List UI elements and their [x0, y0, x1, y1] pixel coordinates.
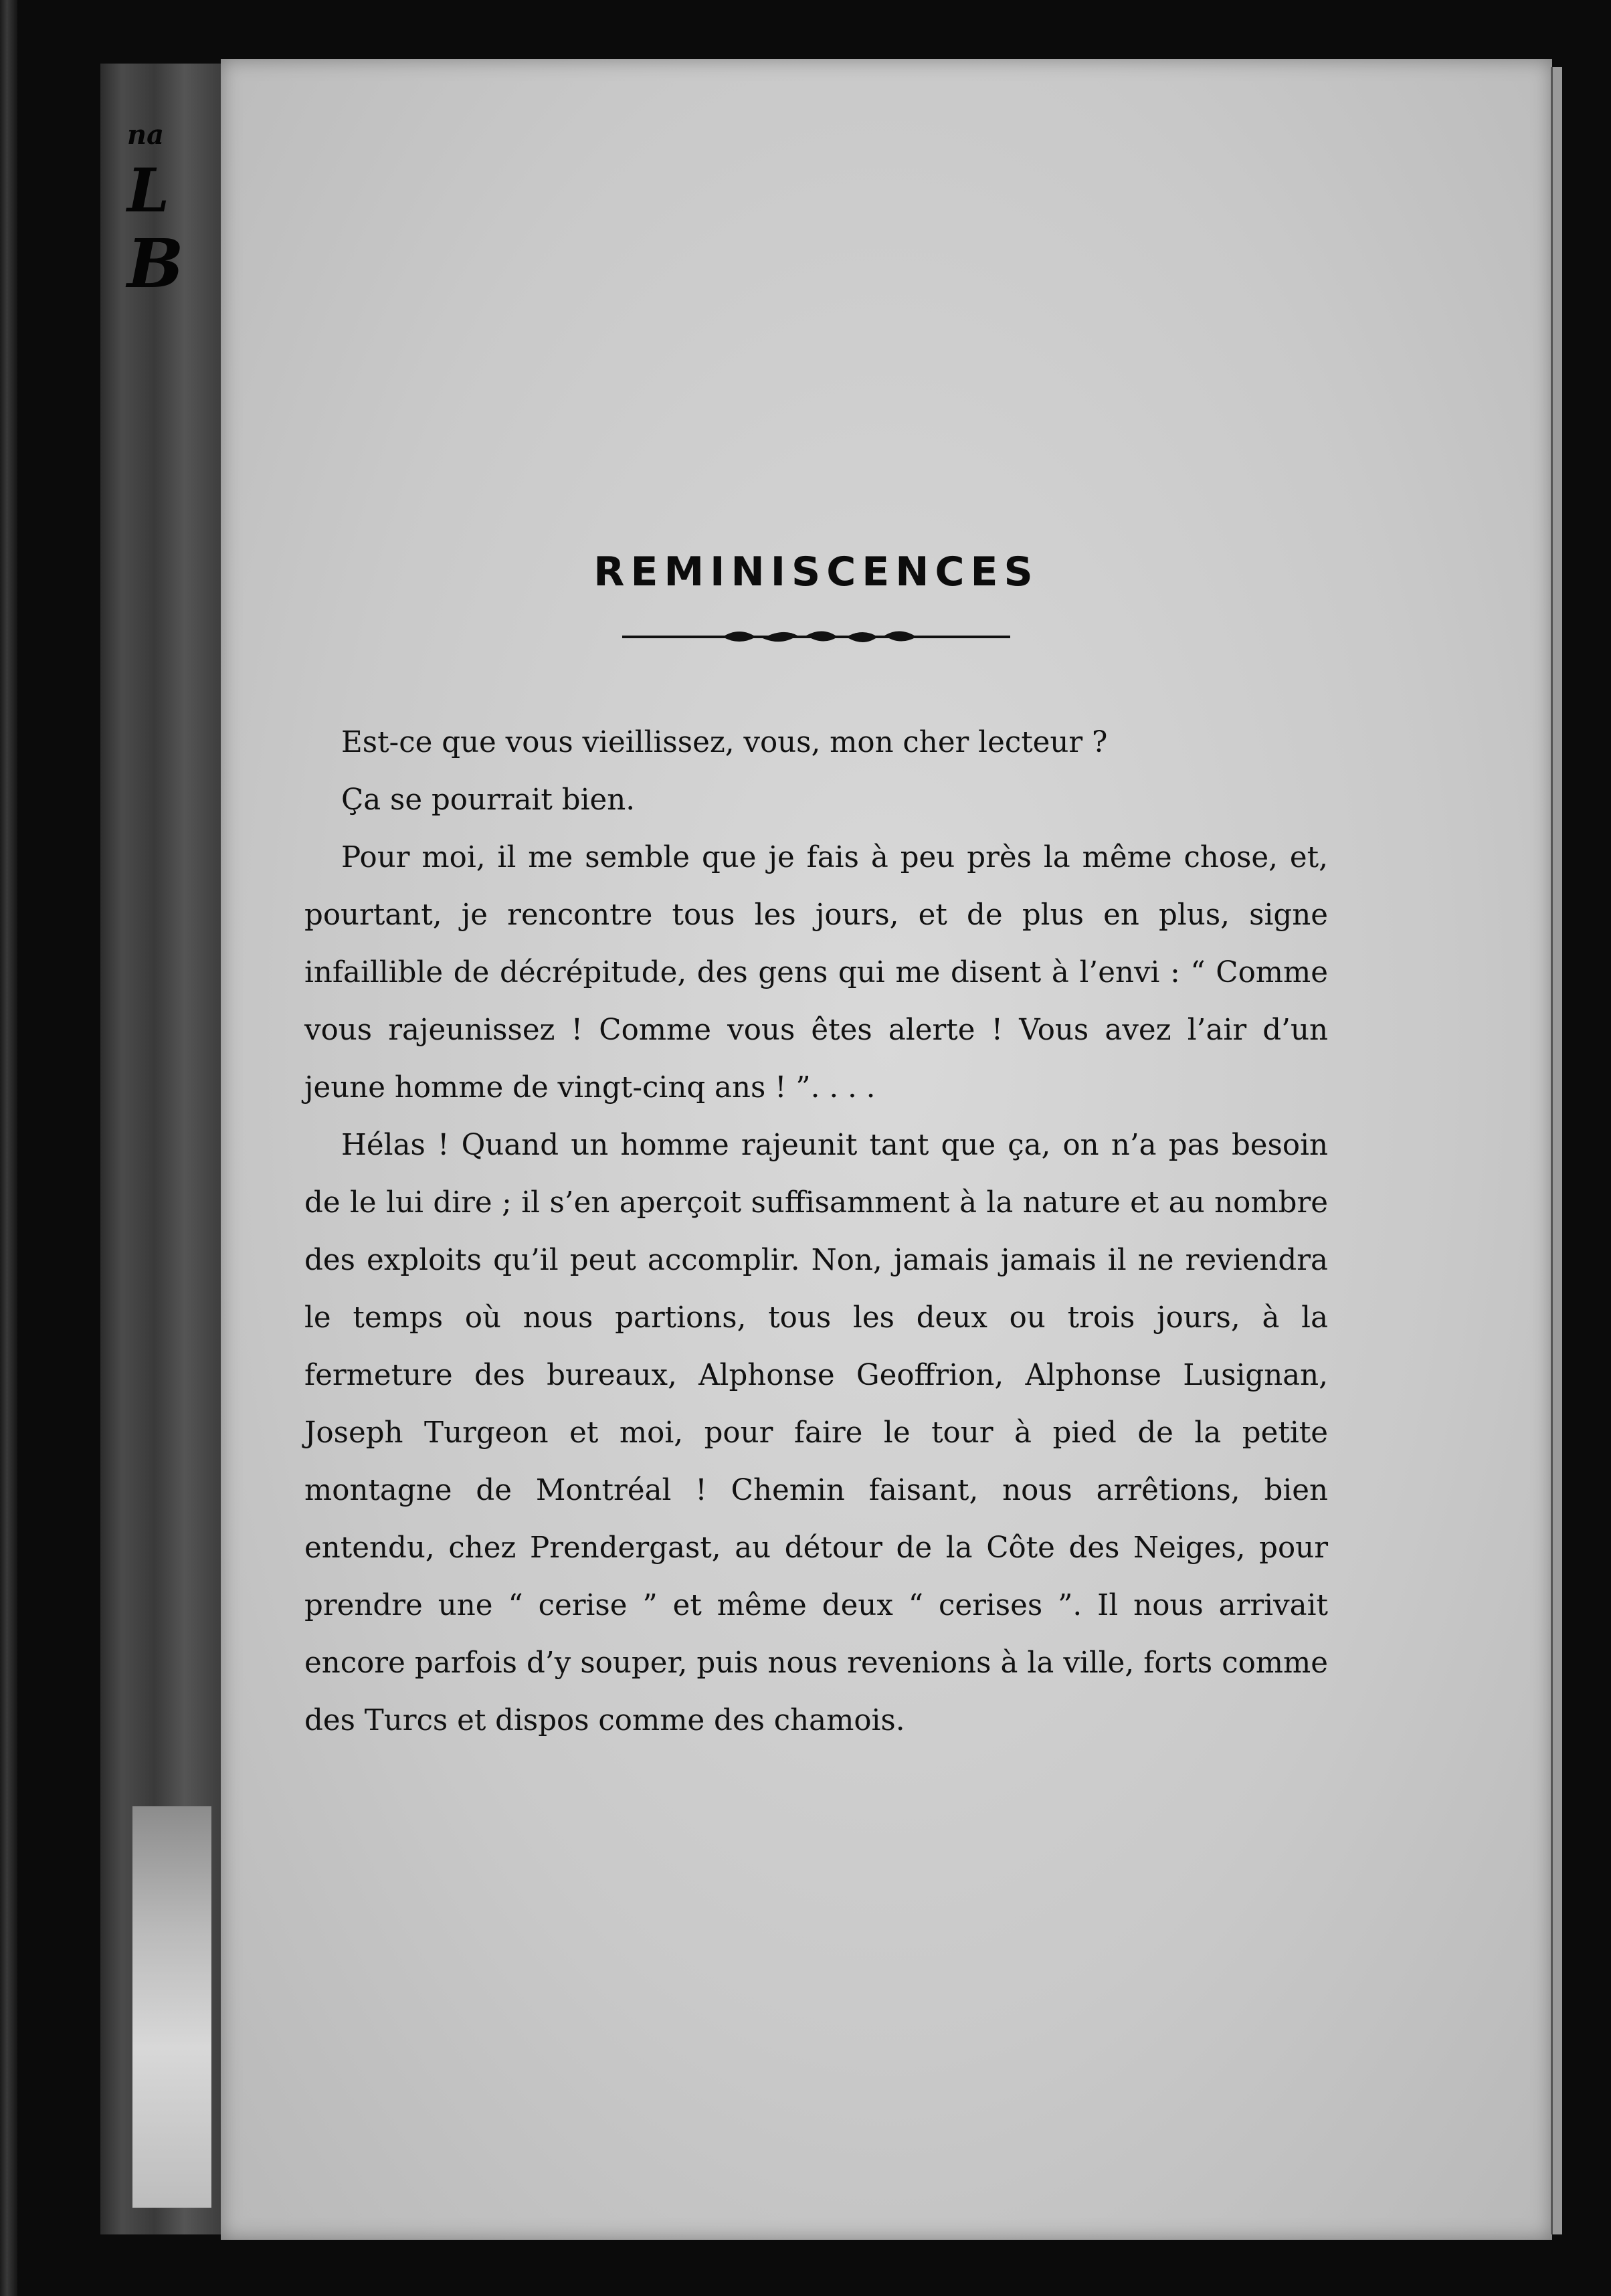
spine-mark-1: na	[127, 119, 164, 151]
paragraph-3: Pour moi, il me semble que je fais à peu près la même chose, et, pourtant, je rencontre tous les jours, et de plus en plus, signe infaillible de décrépitude, des gens qui me disent à l’envi : “ Comme vous rajeunissez ! Comme vous êtes alerte ! Vous avez l’air d’un jeune homme de vingt-cinq ans ! ”. . . .	[304, 841, 1328, 1105]
paragraph-2: Ça se pourrait bien.	[341, 783, 636, 817]
facing-page-edge	[0, 0, 17, 2296]
spine-mark-3: B	[127, 224, 184, 303]
spine-mark-2: L	[127, 155, 170, 226]
ornament-divider	[622, 624, 1010, 650]
paragraph-1: Est-ce que vous vieillissez, vous, mon cher lecteur ?	[341, 726, 1108, 759]
page-right-edge	[1551, 67, 1562, 2234]
chapter-title: REMINISCENCES	[593, 549, 1039, 595]
page-content	[304, 549, 1328, 1749]
spine-paper-patch	[132, 1806, 211, 2208]
paragraph-4: Hélas ! Quand un homme rajeunit tant que ça, on n’a pas besoin de le lui dire ; il s’en aperçoit suffisamment à la nature et au nombre des exploits qu’il peut accomplir. Non, jamais jamais il ne reviendra le temps où nous partions, tous les deux ou trois jours, à la fermeture des bureaux, Alphonse Geoffrion, Alphonse Lusignan, Joseph Turgeon et moi, pour faire le tour à pied de la petite montagne de Montréal ! Chemin faisant, nous arrêtions, bien entendu, chez Prendergast, au détour de la Côte des Neiges, pour prendre une “ cerise ” et même deux “ cerises ”. Il nous arrivait encore parfois d’y souper, puis nous revenions à la ville, forts comme des Turcs et dispos comme des chamois.	[304, 1129, 1328, 1737]
